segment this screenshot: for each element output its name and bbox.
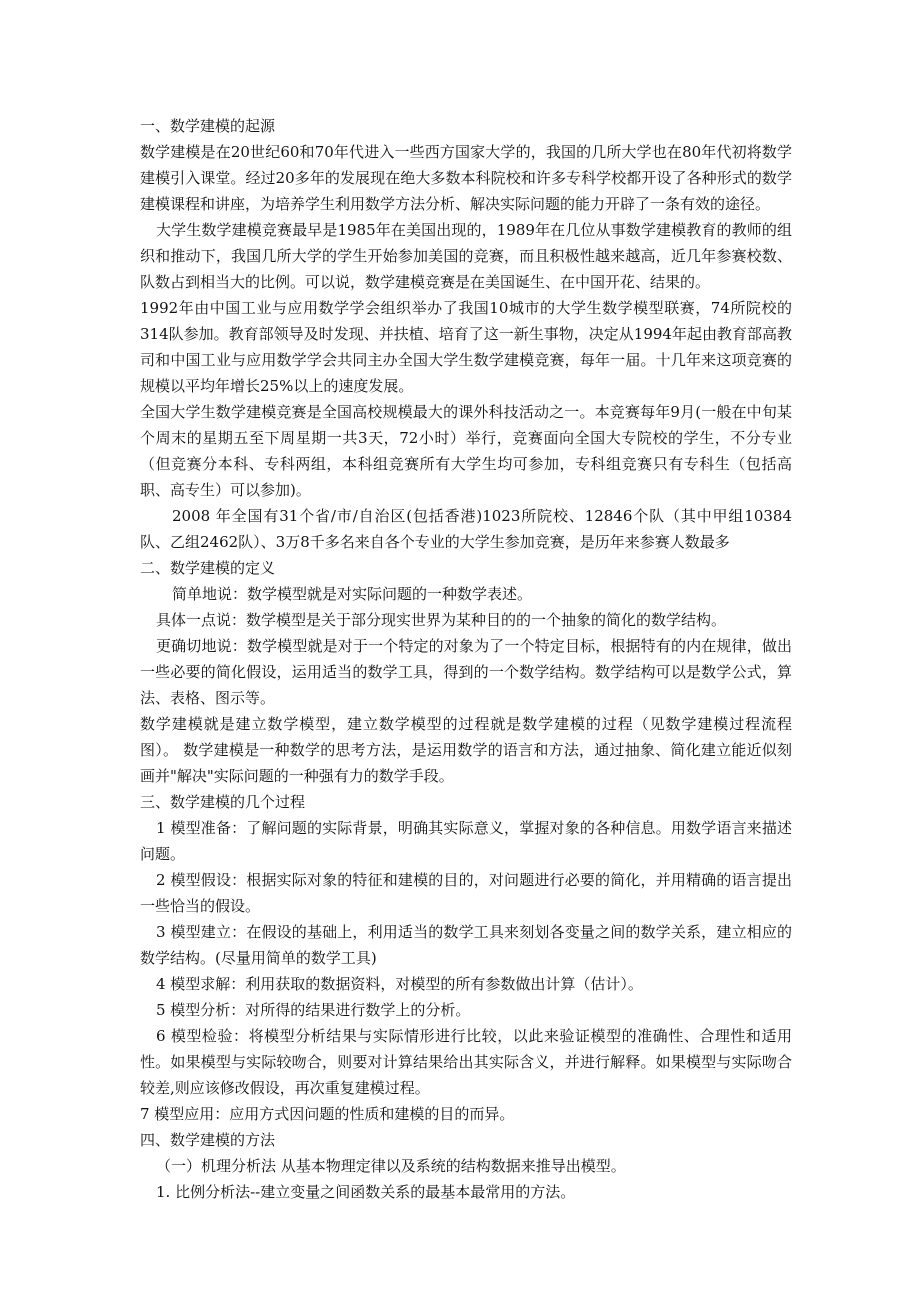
- paragraph-national-competition: 全国大学生数学建模竞赛是全国高校规模最大的课外科技活动之一。本竞赛每年9月(一般在中旬某个周末的星期五至下周星期一共3天，72小时）举行，竞赛面向全国大专院校的学生，不分专业（但竞赛分本科、专科两组，本科组竞赛所有大学生均可参加，专科组竞赛只有专科生（包括高职、高专生）可以参加)。: [140, 403, 792, 499]
- paragraph-specific-definition: 具体一点说：数学模型是关于部分现实世界为某种目的的一个抽象的简化的数学结构。: [156, 611, 727, 629]
- paragraph-2008-stats: 2008 年全国有31个省/市/自治区(包括香港)1023所院校、12846个队（其中甲组10384队、乙组2462队）、3万8千多名来自各个专业的大学生参加竞赛，是历年来参赛人数最多: [140, 507, 792, 551]
- paragraph-competition-history: 大学生数学建模竞赛最早是1985年在美国出现的，1989年在几位从事数学建模教育的教师的组织和推动下，我国几所大学的学生开始参加美国的竞赛，而且积极性越来越高，近几年参赛校数、队数占到相当大的比例。可以说，数学建模竞赛是在美国诞生、在中国开花、结果的。: [140, 221, 792, 291]
- list-item-model-building: 3 模型建立：在假设的基础上，利用适当的数学工具来刻划各变量之间的数学关系，建立相应的数学结构。(尽量用简单的数学工具): [140, 923, 792, 967]
- paragraph-proportion-analysis: 1. 比例分析法--建立变量之间函数关系的最基本最常用的方法。: [156, 1183, 576, 1201]
- list-item-model-preparation: 1 模型准备：了解问题的实际背景，明确其实际意义，掌握对象的各种信息。用数学语言来描述问题。: [140, 819, 792, 863]
- paragraph-mechanism-analysis: （一）机理分析法 从基本物理定律以及系统的结构数据来推导出模型。: [156, 1157, 626, 1175]
- list-item-model-assumption: 2 模型假设：根据实际对象的特征和建模的目的，对问题进行必要的简化，并用精确的语言提出一些恰当的假设。: [140, 871, 792, 915]
- document-page: [140, 113, 792, 1205]
- paragraph-1992-league: 1992年由中国工业与应用数学学会组织举办了我国10城市的大学生数学模型联赛，74所院校的314队参加。教育部领导及时发现、并扶植、培育了这一新生事物，决定从1994年起由教育部高教司和中国工业与应用数学学会共同主办全国大学生数学建模竞赛，每年一届。十几年来这项竞赛的规模以平均年增长25%以上的速度发展。: [140, 299, 792, 395]
- section-heading-process: 三、数学建模的几个过程: [140, 793, 306, 811]
- paragraph-origin-intro: 数学建模是在20世纪60和70年代进入一些西方国家大学的，我国的几所大学也在80年代初将数学建模引入课堂。经过20多年的发展现在绝大多数本科院校和许多专科学校都开设了各种形式的数学建模课程和讲座，为培养学生利用数学方法分析、解决实际问题的能力开辟了一条有效的途径。: [140, 143, 792, 213]
- list-item-model-analysis: 5 模型分析：对所得的结果进行数学上的分析。: [156, 1001, 471, 1019]
- list-item-model-application: 7 模型应用：应用方式因问题的性质和建模的目的而异。: [140, 1105, 515, 1123]
- section-heading-origin: 一、数学建模的起源: [140, 117, 276, 135]
- section-heading-definition: 二、数学建模的定义: [140, 559, 276, 577]
- section-heading-methods: 四、数学建模的方法: [140, 1131, 276, 1149]
- paragraph-simple-definition: 简单地说：数学模型就是对实际问题的一种数学表述。: [172, 585, 533, 603]
- paragraph-modeling-process: 数学建模就是建立数学模型，建立数学模型的过程就是数学建模的过程（见数学建模过程流程图）。 数学建模是一种数学的思考方法，是运用数学的语言和方法，通过抽象、简化建立能近似刻画并"解决"实际问题的一种强有力的数学手段。: [140, 715, 792, 785]
- list-item-model-verification: 6 模型检验：将模型分析结果与实际情形进行比较，以此来验证模型的准确性、合理性和适用性。如果模型与实际较吻合，则要对计算结果给出其实际含义，并进行解释。如果模型与实际吻合较差,则应该修改假设，再次重复建模过程。: [140, 1027, 792, 1097]
- list-item-model-solving: 4 模型求解：利用获取的数据资料，对模型的所有参数做出计算（估计）。: [156, 975, 643, 993]
- paragraph-precise-definition: 更确切地说：数学模型就是对于一个特定的对象为了一个特定目标，根据特有的内在规律，做出一些必要的简化假设，运用适当的数学工具，得到的一个数学结构。数学结构可以是数学公式，算法、表格、图示等。: [140, 637, 792, 707]
